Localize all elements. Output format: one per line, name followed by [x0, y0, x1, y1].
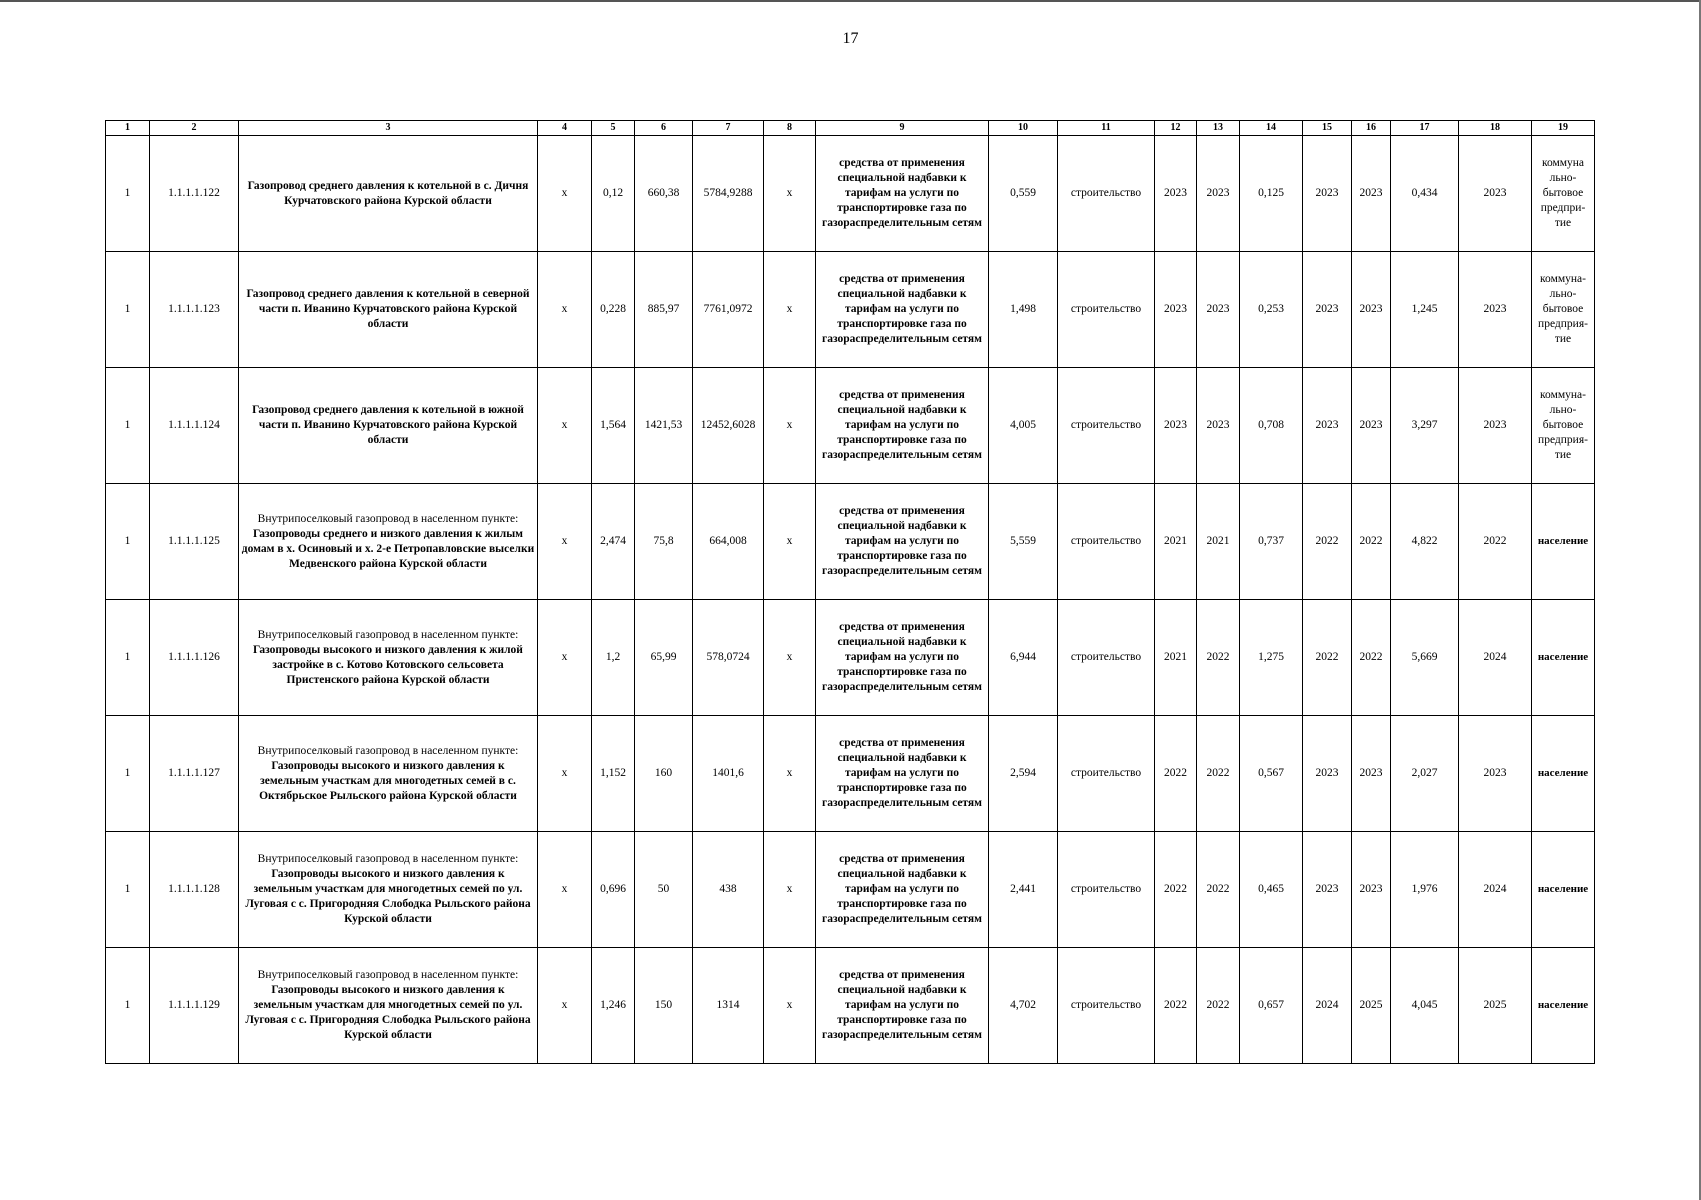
header-cell: 1: [106, 121, 150, 136]
header-cell: 12: [1155, 121, 1197, 136]
cell-consumer: коммуна льно- бытовое предпри- тие: [1532, 136, 1595, 252]
cell-code: 1.1.1.1.123: [150, 252, 239, 368]
cell-col17: 1,976: [1391, 832, 1459, 948]
cell-col5: 1,246: [592, 948, 635, 1064]
cell-col18: 2024: [1459, 600, 1532, 716]
cell-col6: 150: [635, 948, 693, 1064]
cell-col7: 5784,9288: [693, 136, 764, 252]
cell-col8: x: [764, 136, 816, 252]
cell-col5: 2,474: [592, 484, 635, 600]
cell-col12: 2023: [1155, 368, 1197, 484]
cell-col8: x: [764, 716, 816, 832]
cell-col17: 1,245: [1391, 252, 1459, 368]
cell-col16: 2023: [1352, 136, 1391, 252]
cell-col4: x: [538, 252, 592, 368]
header-cell: 5: [592, 121, 635, 136]
cell-funding-source: средства от применения специальной надбавки к тарифам на услуги по транспортировке газа по газораспределительным сетям: [816, 600, 989, 716]
cell-col18: 2023: [1459, 252, 1532, 368]
header-cell: 2: [150, 121, 239, 136]
cell-col18: 2023: [1459, 136, 1532, 252]
cell-consumer: коммуна- льно- бытовое предприя- тие: [1532, 252, 1595, 368]
cell-col5: 1,152: [592, 716, 635, 832]
cell-col18: 2024: [1459, 832, 1532, 948]
cell-col15: 2024: [1303, 948, 1352, 1064]
cell-code: 1.1.1.1.127: [150, 716, 239, 832]
object-name-main: Газопровод среднего давления к котельной в с. Дичня Курчатовского района Курской области: [247, 179, 529, 207]
object-name-prefix: Внутрипоселковый газопровод в населенном пункте:: [257, 512, 519, 525]
cell-consumer: население: [1532, 948, 1595, 1064]
cell-col15: 2023: [1303, 832, 1352, 948]
cell-col7: 12452,6028: [693, 368, 764, 484]
cell-col6: 75,8: [635, 484, 693, 600]
cell-col13: 2022: [1197, 832, 1240, 948]
cell-funding-source: средства от применения специальной надбавки к тарифам на услуги по транспортировке газа по газораспределительным сетям: [816, 948, 989, 1064]
cell-col16: 2023: [1352, 716, 1391, 832]
cell-col18: 2023: [1459, 716, 1532, 832]
cell-col17: 4,822: [1391, 484, 1459, 600]
cell-col14: 0,125: [1240, 136, 1303, 252]
cell-col17: 5,669: [1391, 600, 1459, 716]
cell-col7: 1401,6: [693, 716, 764, 832]
cell-col14: 0,737: [1240, 484, 1303, 600]
cell-object-name: [239, 136, 538, 252]
cell-funding-source: средства от применения специальной надбавки к тарифам на услуги по транспортировке газа по газораспределительным сетям: [816, 252, 989, 368]
cell-funding-source: средства от применения специальной надбавки к тарифам на услуги по транспортировке газа по газораспределительным сетям: [816, 136, 989, 252]
cell-code: 1.1.1.1.125: [150, 484, 239, 600]
cell-col1: 1: [106, 136, 150, 252]
cell-col8: x: [764, 600, 816, 716]
cell-object-name: [239, 716, 538, 832]
cell-col13: 2022: [1197, 948, 1240, 1064]
table-body: [106, 136, 1595, 1064]
cell-col4: x: [538, 600, 592, 716]
cell-col16: 2023: [1352, 368, 1391, 484]
cell-col13: 2021: [1197, 484, 1240, 600]
cell-col16: 2022: [1352, 600, 1391, 716]
header-cell: 18: [1459, 121, 1532, 136]
cell-col18: 2022: [1459, 484, 1532, 600]
object-name-prefix: Внутрипоселковый газопровод в населенном пункте:: [257, 744, 519, 757]
investment-table: [105, 120, 1595, 1064]
cell-col14: 1,275: [1240, 600, 1303, 716]
cell-col16: 2023: [1352, 832, 1391, 948]
cell-col10: 5,559: [989, 484, 1058, 600]
cell-col6: 65,99: [635, 600, 693, 716]
header-cell: 10: [989, 121, 1058, 136]
table-row: [106, 484, 1595, 600]
header-cell: 4: [538, 121, 592, 136]
header-cell: 13: [1197, 121, 1240, 136]
cell-code: 1.1.1.1.124: [150, 368, 239, 484]
header-cell: 16: [1352, 121, 1391, 136]
header-cell: 15: [1303, 121, 1352, 136]
header-cell: 7: [693, 121, 764, 136]
cell-col13: 2023: [1197, 252, 1240, 368]
cell-col6: 160: [635, 716, 693, 832]
cell-col8: x: [764, 948, 816, 1064]
cell-col15: 2023: [1303, 136, 1352, 252]
cell-col13: 2023: [1197, 136, 1240, 252]
cell-col12: 2023: [1155, 136, 1197, 252]
cell-object-name: [239, 252, 538, 368]
cell-work-type: строительство: [1058, 484, 1155, 600]
cell-col17: 2,027: [1391, 716, 1459, 832]
cell-funding-source: средства от применения специальной надбавки к тарифам на услуги по транспортировке газа по газораспределительным сетям: [816, 832, 989, 948]
header-cell: 3: [239, 121, 538, 136]
cell-col15: 2022: [1303, 484, 1352, 600]
cell-col5: 0,696: [592, 832, 635, 948]
cell-work-type: строительство: [1058, 136, 1155, 252]
cell-work-type: строительство: [1058, 948, 1155, 1064]
cell-col14: 0,657: [1240, 948, 1303, 1064]
cell-col12: 2022: [1155, 716, 1197, 832]
cell-col4: x: [538, 484, 592, 600]
cell-col14: 0,567: [1240, 716, 1303, 832]
cell-col15: 2023: [1303, 368, 1352, 484]
cell-object-name: [239, 600, 538, 716]
cell-col1: 1: [106, 368, 150, 484]
cell-work-type: строительство: [1058, 600, 1155, 716]
cell-work-type: строительство: [1058, 832, 1155, 948]
cell-col12: 2022: [1155, 832, 1197, 948]
column-number-header: [106, 121, 1595, 136]
cell-col1: 1: [106, 600, 150, 716]
cell-col4: x: [538, 832, 592, 948]
cell-col12: 2021: [1155, 600, 1197, 716]
object-name-prefix: Внутрипоселковый газопровод в населенном пункте:: [257, 628, 519, 641]
cell-col15: 2022: [1303, 600, 1352, 716]
cell-col10: 6,944: [989, 600, 1058, 716]
header-cell: 11: [1058, 121, 1155, 136]
cell-col17: 0,434: [1391, 136, 1459, 252]
cell-funding-source: средства от применения специальной надбавки к тарифам на услуги по транспортировке газа по газораспределительным сетям: [816, 484, 989, 600]
table-row: [106, 832, 1595, 948]
cell-col10: 4,005: [989, 368, 1058, 484]
cell-col7: 438: [693, 832, 764, 948]
cell-col10: 1,498: [989, 252, 1058, 368]
cell-work-type: строительство: [1058, 252, 1155, 368]
object-name-main: Газопровод среднего давления к котельной в северной части п. Иванино Курчатовского района Курской области: [246, 288, 530, 330]
cell-col18: 2023: [1459, 368, 1532, 484]
header-cell: 8: [764, 121, 816, 136]
cell-code: 1.1.1.1.129: [150, 948, 239, 1064]
cell-col1: 1: [106, 716, 150, 832]
cell-col14: 0,253: [1240, 252, 1303, 368]
cell-consumer: население: [1532, 600, 1595, 716]
cell-col10: 0,559: [989, 136, 1058, 252]
object-name-main: Газопровод среднего давления к котельной в южной части п. Иванино Курчатовского района Курской области: [252, 404, 524, 446]
cell-col1: 1: [106, 484, 150, 600]
cell-col7: 664,008: [693, 484, 764, 600]
cell-object-name: [239, 832, 538, 948]
cell-col6: 1421,53: [635, 368, 693, 484]
table-row: [106, 136, 1595, 252]
cell-col10: 2,441: [989, 832, 1058, 948]
object-name-main: Газопроводы высокого и низкого давления к жилой застройке в с. Котово Котовского сельсовета Пристенского района Курской области: [253, 643, 523, 686]
cell-col18: 2025: [1459, 948, 1532, 1064]
cell-col1: 1: [106, 252, 150, 368]
table-row: [106, 600, 1595, 716]
object-name-main: Газопроводы высокого и низкого давления к земельным участкам для многодетных семей по ул. Луговая с с. Пригородняя Слободка Рыльского района Курской области: [245, 984, 531, 1041]
cell-col8: x: [764, 368, 816, 484]
cell-consumer: население: [1532, 716, 1595, 832]
cell-col14: 0,708: [1240, 368, 1303, 484]
cell-funding-source: средства от применения специальной надбавки к тарифам на услуги по транспортировке газа по газораспределительным сетям: [816, 716, 989, 832]
cell-col4: x: [538, 136, 592, 252]
cell-work-type: строительство: [1058, 716, 1155, 832]
cell-col16: 2022: [1352, 484, 1391, 600]
cell-col12: 2022: [1155, 948, 1197, 1064]
object-name-main: Газопроводы высокого и низкого давления к земельным участкам для многодетных семей в с. Октябрьское Рыльского района Курской области: [259, 759, 517, 802]
header-cell: 17: [1391, 121, 1459, 136]
cell-col15: 2023: [1303, 716, 1352, 832]
cell-col5: 1,2: [592, 600, 635, 716]
object-name-main: Газопроводы среднего и низкого давления к жилым домам в х. Осиновый и х. 2-е Петропавловские выселки Медвенского района Курской области: [241, 527, 535, 570]
cell-col6: 660,38: [635, 136, 693, 252]
cell-col5: 1,564: [592, 368, 635, 484]
cell-col13: 2022: [1197, 716, 1240, 832]
object-name-main: Газопроводы высокого и низкого давления к земельным участкам для многодетных семей по ул. Луговая с с. Пригородняя Слободка Рыльского района Курской области: [245, 868, 531, 925]
cell-col4: x: [538, 368, 592, 484]
cell-col1: 1: [106, 948, 150, 1064]
cell-consumer: население: [1532, 832, 1595, 948]
header-cell: 14: [1240, 121, 1303, 136]
scan-top-edge: [0, 0, 1701, 2]
table-row: [106, 368, 1595, 484]
cell-col6: 885,97: [635, 252, 693, 368]
cell-col16: 2025: [1352, 948, 1391, 1064]
cell-col10: 4,702: [989, 948, 1058, 1064]
cell-col16: 2023: [1352, 252, 1391, 368]
cell-col13: 2022: [1197, 600, 1240, 716]
cell-col5: 0,228: [592, 252, 635, 368]
cell-object-name: [239, 484, 538, 600]
cell-consumer: население: [1532, 484, 1595, 600]
cell-col14: 0,465: [1240, 832, 1303, 948]
header-cell: 6: [635, 121, 693, 136]
cell-col13: 2023: [1197, 368, 1240, 484]
cell-consumer: коммуна- льно- бытовое предприя- тие: [1532, 368, 1595, 484]
cell-object-name: [239, 368, 538, 484]
cell-col4: x: [538, 716, 592, 832]
cell-work-type: строительство: [1058, 368, 1155, 484]
cell-object-name: [239, 948, 538, 1064]
cell-code: 1.1.1.1.122: [150, 136, 239, 252]
object-name-prefix: Внутрипоселковый газопровод в населенном пункте:: [257, 969, 519, 981]
cell-col1: 1: [106, 832, 150, 948]
cell-funding-source: средства от применения специальной надбавки к тарифам на услуги по транспортировке газа по газораспределительным сетям: [816, 368, 989, 484]
table-row: [106, 948, 1595, 1064]
cell-col8: x: [764, 832, 816, 948]
cell-col17: 3,297: [1391, 368, 1459, 484]
cell-col8: x: [764, 252, 816, 368]
cell-col15: 2023: [1303, 252, 1352, 368]
cell-col10: 2,594: [989, 716, 1058, 832]
table-row: [106, 252, 1595, 368]
cell-col17: 4,045: [1391, 948, 1459, 1064]
cell-col7: 7761,0972: [693, 252, 764, 368]
cell-col7: 1314: [693, 948, 764, 1064]
table-row: [106, 716, 1595, 832]
header-cell: 19: [1532, 121, 1595, 136]
cell-col4: x: [538, 948, 592, 1064]
cell-col6: 50: [635, 832, 693, 948]
header-cell: 9: [816, 121, 989, 136]
cell-code: 1.1.1.1.128: [150, 832, 239, 948]
cell-col12: 2023: [1155, 252, 1197, 368]
page-number: 17: [842, 30, 859, 47]
cell-col7: 578,0724: [693, 600, 764, 716]
object-name-prefix: Внутрипоселковый газопровод в населенном пункте:: [257, 853, 519, 865]
cell-code: 1.1.1.1.126: [150, 600, 239, 716]
cell-col5: 0,12: [592, 136, 635, 252]
cell-col12: 2021: [1155, 484, 1197, 600]
cell-col8: x: [764, 484, 816, 600]
